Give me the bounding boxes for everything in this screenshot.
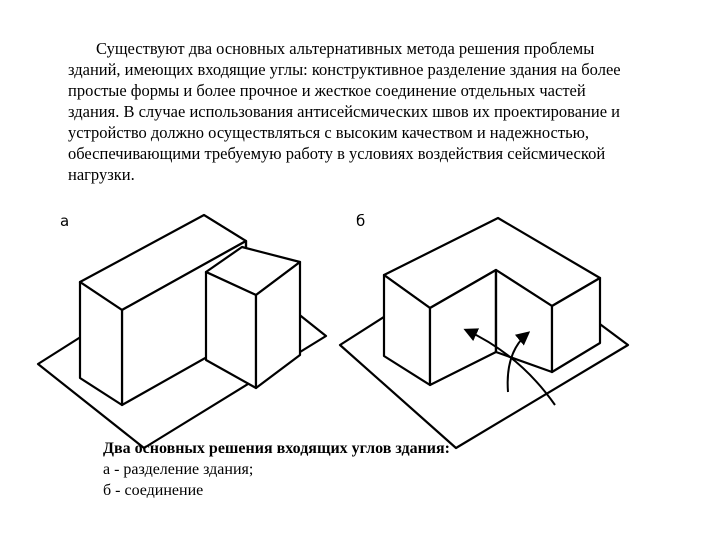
caption-title: Два основных решения входящих углов здания: xyxy=(103,440,450,457)
figure-a-drawing xyxy=(38,215,326,448)
figure-b-drawing xyxy=(340,218,628,448)
paragraph-line: нагрузки. xyxy=(68,165,135,184)
paragraph-line: обеспечивающими требуемую работу в условиях воздействия сейсмической xyxy=(68,144,606,163)
figure-a-label: а xyxy=(60,212,70,230)
paragraph-line: простые формы и более прочное и жесткое соединение отдельных частей xyxy=(68,81,586,100)
paragraph-line: здания. В случае использования антисейсмических швов их проектирование и xyxy=(68,102,620,121)
figure-caption xyxy=(103,438,663,501)
caption-item-a: а - разделение здания; xyxy=(103,461,254,478)
figure-b-label: б xyxy=(356,212,366,230)
paragraph-line: Существуют два основных альтернативных метода решения проблемы xyxy=(96,39,595,58)
paragraph-line: зданий, имеющих входящие углы: конструктивное разделение здания на более xyxy=(68,60,621,79)
caption-item-b: б - соединение xyxy=(103,482,204,499)
paragraph-line: устройство должно осуществляться с высоким качеством и надежностью, xyxy=(68,123,590,142)
